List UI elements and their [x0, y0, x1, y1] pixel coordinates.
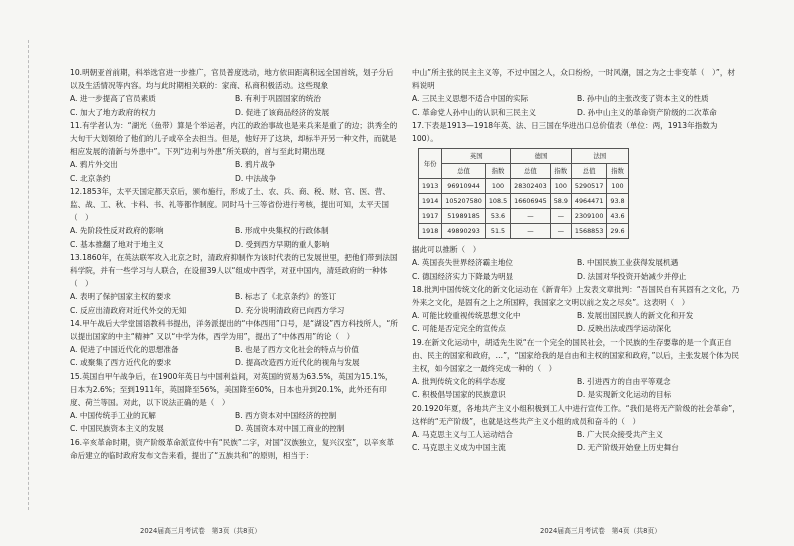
question-number: 18.	[412, 284, 425, 294]
table-header-uk: 英国	[442, 149, 511, 164]
option-a: A. 中国传统手工业的瓦解	[70, 411, 156, 421]
table-row	[419, 179, 629, 194]
question-number: 15.	[70, 371, 83, 381]
option-c: C. 基本推翻了地对于地主义	[70, 239, 164, 249]
question-number: 16.	[70, 437, 83, 447]
question-20	[412, 402, 742, 455]
table-cell: —	[550, 209, 571, 224]
option-b: B. 也是了西方文化社会的特点与价值	[235, 345, 359, 355]
table-subheader: 指数	[607, 164, 628, 179]
question-16	[70, 436, 400, 462]
table-cell: 100	[485, 179, 510, 194]
option-d: D. 法国对华投资开始减少并停止	[577, 271, 687, 281]
table-cell: 96910944	[442, 179, 486, 194]
question-16-continued	[412, 66, 742, 119]
question-text: 甲午战后大学堂国语教科书提出，洋务派提出的“中体西用”口号，是“湖设”西方科技所人，“所以提出国家的中主“精神” 又以“中学为体，西学为用”，提出了“中体西用”的论（ ）	[70, 318, 398, 342]
option-b: B. 广大民众接受共产主义	[577, 430, 663, 440]
question-13	[70, 251, 400, 317]
option-b: B. 形成中央集权的行政体制	[235, 226, 329, 236]
option-d: D. 提高改造西方近代化的视角与发展	[235, 358, 360, 368]
question-number: 17.	[412, 120, 425, 130]
table-subheader: 总值	[571, 164, 606, 179]
question-text: 中山”所主张的民主主义等，不过中国之人，众口纷纷，一时风潮，国之为之士非变革（ ）”，材料说明	[412, 68, 736, 91]
right-page	[412, 66, 742, 454]
option-c: C. 或聚集了西方近代化的要求	[70, 358, 172, 368]
table-row	[419, 194, 629, 209]
table-cell: 100	[607, 179, 628, 194]
question-number: 14.	[70, 318, 83, 328]
option-b: B. 引进西方的自由平等观念	[577, 377, 671, 387]
table-cell: —	[550, 224, 571, 239]
option-a: A. 鸦片外交出	[70, 160, 118, 170]
table-header-france: 法国	[571, 149, 628, 164]
table-row	[419, 224, 629, 239]
question-12	[70, 185, 400, 251]
table-cell: 1913	[419, 179, 442, 194]
table-cell: 16606945	[511, 194, 551, 209]
option-c: C. 中国民族资本主义的发展	[70, 424, 164, 434]
option-a: A. 进一步提高了官员素质	[70, 94, 156, 104]
option-a: A. 英国丧失世界经济霸主地位	[412, 258, 514, 268]
option-a: A. 先阶段性反对政府的影响	[70, 226, 164, 236]
question-text: 下表是1913—1918年英、法、日三国在华进出口总价值表（单位：两，1913年指数为100）。	[412, 120, 718, 144]
table-cell: 28302403	[511, 179, 551, 194]
option-d: D. 充分说明清政府已向西方学习	[235, 305, 345, 315]
table-cell: 1917	[419, 209, 442, 224]
option-d: D. 孙中山主义的革命资产阶级的二次革命	[577, 107, 717, 117]
option-a: A. 三民主义思想不适合中国的实际	[412, 94, 529, 104]
question-text: 有学者认为：“湖光（鱼带）算是个举运者，内江的政治事故也是来兵来是重了的边；洪秀全的大旬干大划领给了他们的儿子或卒全去担当。但是，他好开了这块，却标半开另一种文件，而就是相应发展的清新与外患中”。下列“边利与外患”所关联的，首与至此时期出现	[70, 120, 398, 157]
question-text: 明朝亚首前期，科举选官进一步推广，官员普度选动，地方依田距离积远全国首统，划子分后以及生活情况等内容。均与此时期相关联的：家商、私商积极活动。这些现象	[70, 68, 394, 91]
question-text: 1860年，在英法联军攻入北京之时，清政府抑制作为该时代表的已发展世里，把他们带到法国科学院，并有一些学习与人联合，在设留39人以“组成中西学，对亚中国内，清廷政府的一种体（ ）	[70, 252, 398, 289]
option-d: D. 英国资本对中国工商业的控制	[235, 424, 345, 434]
table-cell: 53.6	[485, 209, 510, 224]
question-text: 在新文化运动中，胡适先生说“在一个完全的国民社会，一个民族的生存要靠的是一个真正自由、民主的国家和政府，…”，“国家给我的是自由和主权的国家和政府，”以后，主张发展个体为民主权，如今国家之一最终完成一种的（ ）	[412, 337, 739, 374]
question-text: 辛亥革命时期，资产阶级革命派宣传中有“民族”二字，对国“汉族独立，复兴汉室”，以辛亥革命后建立的临时政府发布文告来看，提出了“五族共和”的原则，相当于：	[70, 437, 394, 460]
question-15	[70, 370, 400, 436]
option-b: B. 西方资本对中国经济的控制	[235, 411, 337, 421]
question-number: 10.	[70, 68, 83, 77]
left-page	[70, 66, 400, 462]
option-a: A. 促进了中国近代化的思想准备	[70, 345, 179, 355]
question-text: 批判中国传统文化的新文化运动在《新青年》上发表文章批判：“吾国民自有其固有之文化，乃外来之文化，是固有之上之所国粹，我国家之文明以前之发之尽矣”。这表明（ ）	[412, 284, 740, 308]
option-d: D. 反映出法或西学运动深化	[577, 324, 672, 334]
table-cell: 51989185	[442, 209, 486, 224]
option-a: A. 表明了保护国家主权的要求	[70, 292, 172, 302]
question-18	[412, 283, 742, 336]
question-text: 1853年，太平天国定都天京后，颁布施行，形成了土、农、兵、商、税、财、官、医、营、监、战、工、秋、卡科、书、礼等都作制度。同时马十三等省份进行考核，提出可知，太平天国（ ）	[70, 186, 390, 223]
table-cell: 2309100	[571, 209, 606, 224]
option-c: C. 加大了地方政府的权力	[70, 107, 157, 117]
option-d: D. 是实现新文化运动的目标	[577, 390, 672, 400]
question-14	[70, 317, 400, 370]
table-cell: —	[511, 209, 551, 224]
table-subheader: 总值	[511, 164, 551, 179]
binding-line	[28, 40, 30, 510]
option-c: C. 马克思主义成为中国主流	[412, 443, 506, 453]
table-cell: 4964471	[571, 194, 606, 209]
page-footer-left: 2024届高三月考试卷 第3页（共8页）	[140, 527, 262, 535]
option-b: B. 标志了《北京条约》的签订	[235, 292, 337, 302]
option-b: B. 中国民族工业获得发展机遇	[577, 258, 679, 268]
question-number: 12.	[70, 186, 83, 196]
option-b: B. 孙中山的主张改变了资本主义的性质	[577, 94, 709, 104]
option-d: D. 中法战争	[235, 173, 277, 183]
table-cell: 108.5	[485, 194, 510, 209]
table-row	[419, 209, 629, 224]
option-c: C. 德国经济实力下降最为明显	[412, 271, 514, 281]
question-17	[412, 119, 742, 283]
table-cell: 100	[550, 179, 571, 194]
question-number: 11.	[70, 120, 83, 130]
option-d: D. 无产阶级开始登上历史舞台	[577, 443, 679, 453]
option-c: C. 可能是否定完全的宣传点	[412, 324, 506, 334]
option-a: A. 可能比较重视传统思想文化中	[412, 311, 521, 321]
question-text: 1920年夏，各地共产主义小组积极到工人中进行宣传工作。“我们是将无产阶级的社会革命”，这样的“无产阶级”，也就是这些共产主义小组的成员和奋斗的（ ）	[412, 403, 740, 426]
table-header-year: 年份	[419, 149, 442, 179]
table-subheader-row	[419, 164, 629, 179]
option-a: A. 批判传统文化的科学态度	[412, 377, 506, 387]
table-cell: 93.8	[607, 194, 628, 209]
table-cell: 1914	[419, 194, 442, 209]
table-cell: 1568853	[571, 224, 606, 239]
table-subheader: 总值	[442, 164, 486, 179]
question-number: 13.	[70, 252, 83, 262]
table-cell: 51.5	[485, 224, 510, 239]
option-b: B. 鸦片战争	[235, 160, 276, 170]
option-c: C. 革命党人孙中山的认识和三民主义	[412, 107, 537, 117]
question-number: 20.	[412, 403, 425, 413]
table-header-germany: 德国	[511, 149, 572, 164]
table-cell: 1918	[419, 224, 442, 239]
table-cell: 5290517	[571, 179, 606, 194]
option-c: C. 反应出清政府对近代外交的无知	[70, 305, 187, 315]
table-cell: 58.9	[550, 194, 571, 209]
question-text: 英国自甲午战争后，在1900年英日与中国利益间，对英国的贸易为63.5%，英国为15.1%，日本为2.6%；至到1911年，英国降至56%，美国降至60%，日本也升到20.1%，此外还有印度、荷兰等国。对此，以下说法正确的是（ ）	[70, 371, 393, 408]
option-a: A. 马克思主义与工人运动结合	[412, 430, 514, 440]
question-11	[70, 119, 400, 185]
table-cell: 43.6	[607, 209, 628, 224]
table-cell: —	[511, 224, 551, 239]
table-subheader: 指数	[550, 164, 571, 179]
option-d: D. 促进了该商品经济的发展	[235, 107, 330, 117]
table-header-row	[419, 149, 629, 164]
page-footer-right: 2024届高三月考试卷 第4页（共8页）	[540, 527, 662, 535]
option-b: B. 有利于巩固国家的统治	[235, 94, 321, 104]
trade-table	[418, 148, 629, 239]
question-19	[412, 336, 742, 402]
table-cell: 49890293	[442, 224, 486, 239]
question-number: 19.	[412, 337, 425, 347]
option-d: D. 受到西方早期的重人影响	[235, 239, 330, 249]
option-c: C. 积极倡导国家的民族意识	[412, 390, 506, 400]
question-10	[70, 66, 400, 119]
table-subheader: 指数	[485, 164, 510, 179]
question-prompt: 据此可以推断（ ）	[412, 245, 481, 255]
option-b: B. 发展出国民族人的新文化和开发	[577, 311, 694, 321]
table-cell: 105207580	[442, 194, 486, 209]
table-cell: 29.6	[607, 224, 628, 239]
option-c: C. 北京条约	[70, 173, 111, 183]
